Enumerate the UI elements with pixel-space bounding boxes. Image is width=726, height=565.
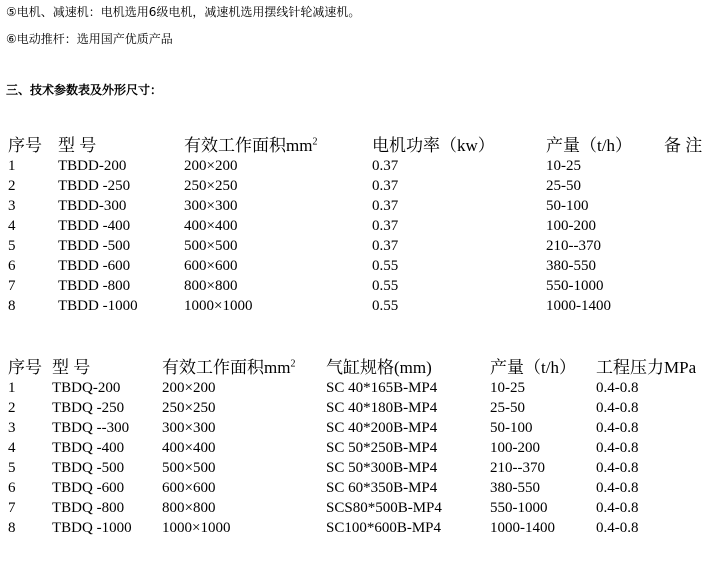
- table-header-row: [8, 352, 706, 378]
- table-row: [8, 276, 724, 296]
- header-area-exponent: 2: [290, 358, 296, 370]
- cell-motor-power: 0.55: [372, 258, 399, 274]
- cell-motor-power: 0.37: [372, 238, 399, 254]
- spec-table-cylinder: [8, 352, 706, 538]
- table-row: [8, 478, 706, 498]
- cell-pressure: 0.4-0.8: [596, 480, 639, 496]
- cell-index: 7: [8, 278, 16, 294]
- cell-area: 500×500: [162, 460, 216, 476]
- intro-line-motor: ⑤电机、减速机：电机选用6级电机，减速机选用摆线针轮减速机。: [6, 5, 361, 19]
- cell-area: 800×800: [162, 500, 216, 516]
- cell-index: 3: [8, 198, 16, 214]
- cell-pressure: 0.4-0.8: [596, 520, 639, 536]
- cell-output: 100-200: [490, 440, 540, 456]
- table-row: [8, 296, 724, 316]
- cell-pressure: 0.4-0.8: [596, 400, 639, 416]
- cell-output: 1000-1400: [490, 520, 555, 536]
- cell-output: 10-25: [490, 380, 525, 396]
- cell-model: TBDD -400: [58, 218, 131, 234]
- cell-index: 3: [8, 420, 16, 436]
- table-row: [8, 438, 706, 458]
- cell-area: 1000×1000: [162, 520, 231, 536]
- cell-area: 400×400: [162, 440, 216, 456]
- cell-remarks: [664, 256, 724, 276]
- table-header-row: [8, 130, 724, 156]
- cell-cylinder-spec: SCS80*500B-MP4: [326, 500, 442, 516]
- cell-index: 8: [8, 298, 16, 314]
- header-index: 序号: [8, 136, 42, 155]
- cell-area: 400×400: [184, 218, 238, 234]
- cell-remarks: [664, 276, 724, 296]
- cell-motor-power: 0.37: [372, 198, 399, 214]
- cell-model: TBDD -800: [58, 278, 131, 294]
- cell-model: TBDD -600: [58, 258, 131, 274]
- cell-motor-power: 0.37: [372, 158, 399, 174]
- cell-index: 2: [8, 178, 16, 194]
- cell-output: 210--370: [490, 460, 545, 476]
- cell-index: 2: [8, 400, 16, 416]
- cell-model: TBDQ -500: [52, 460, 125, 476]
- header-output: 产量（t/h）: [546, 136, 632, 155]
- cell-remarks: [664, 176, 724, 196]
- cell-index: 8: [8, 520, 16, 536]
- cell-index: 6: [8, 258, 16, 274]
- cell-pressure: 0.4-0.8: [596, 460, 639, 476]
- header-motor-power: 电机功率（kw）: [372, 136, 495, 155]
- header-output: 产量（t/h）: [490, 358, 576, 377]
- cell-index: 5: [8, 238, 16, 254]
- intro-line-actuator: ⑥电动推杆：选用国产优质产品: [6, 32, 173, 46]
- cell-output: 50-100: [546, 198, 589, 214]
- cell-model: TBDD -250: [58, 178, 131, 194]
- cell-area: 600×600: [184, 258, 238, 274]
- table-row: [8, 398, 706, 418]
- cell-pressure: 0.4-0.8: [596, 420, 639, 436]
- cell-remarks: [664, 296, 724, 316]
- cell-model: TBDD -500: [58, 238, 131, 254]
- cell-remarks: [664, 156, 724, 176]
- header-pressure: 工程压力MPa: [596, 358, 697, 377]
- cell-motor-power: 0.37: [372, 178, 399, 194]
- cell-index: 4: [8, 440, 16, 456]
- cell-output: 25-50: [546, 178, 581, 194]
- cell-index: 1: [8, 158, 16, 174]
- cell-remarks: [664, 196, 724, 216]
- cell-model: TBDQ-200: [52, 380, 121, 396]
- header-area-exponent: 2: [312, 136, 318, 148]
- cell-cylinder-spec: SC 40*165B-MP4: [326, 380, 438, 396]
- cell-cylinder-spec: SC 40*200B-MP4: [326, 420, 438, 436]
- cell-index: 1: [8, 380, 16, 396]
- table-row: [8, 196, 724, 216]
- cell-area: 800×800: [184, 278, 238, 294]
- section-heading: 三、技术参数表及外形尺寸：: [6, 83, 163, 97]
- cell-output: 550-1000: [490, 500, 548, 516]
- cell-area: 300×300: [184, 198, 238, 214]
- header-remarks: 备 注: [664, 136, 703, 155]
- header-area: [162, 352, 326, 378]
- cell-pressure: 0.4-0.8: [596, 380, 639, 396]
- table-row: [8, 156, 724, 176]
- cell-remarks: [664, 216, 724, 236]
- table-row: [8, 378, 706, 398]
- cell-model: TBDQ -250: [52, 400, 125, 416]
- cell-pressure: 0.4-0.8: [596, 440, 639, 456]
- header-area-label: 有效工作面积mm: [184, 136, 313, 155]
- cell-area: 300×300: [162, 420, 216, 436]
- cell-output: 10-25: [546, 158, 581, 174]
- spec-table-motor: [8, 130, 724, 316]
- header-model: 型 号: [58, 136, 97, 155]
- cell-index: 6: [8, 480, 16, 496]
- cell-remarks: [664, 236, 724, 256]
- cell-output: 100-200: [546, 218, 596, 234]
- cell-area: 200×200: [162, 380, 216, 396]
- cell-cylinder-spec: SC 50*250B-MP4: [326, 440, 438, 456]
- table-row: [8, 256, 724, 276]
- table-row: [8, 518, 706, 538]
- header-area-label: 有效工作面积mm: [162, 358, 291, 377]
- table-row: [8, 216, 724, 236]
- cell-model: TBDQ --300: [52, 420, 130, 436]
- cell-model: TBDQ -1000: [52, 520, 132, 536]
- cell-model: TBDQ -800: [52, 500, 125, 516]
- cell-area: 250×250: [162, 400, 216, 416]
- cell-cylinder-spec: SC 40*180B-MP4: [326, 400, 438, 416]
- cell-model: TBDD-300: [58, 198, 127, 214]
- cell-output: 210--370: [546, 238, 601, 254]
- cell-output: 25-50: [490, 400, 525, 416]
- cell-pressure: 0.4-0.8: [596, 500, 639, 516]
- cell-output: 50-100: [490, 420, 533, 436]
- cell-output: 380-550: [546, 258, 596, 274]
- cell-output: 380-550: [490, 480, 540, 496]
- table-row: [8, 458, 706, 478]
- cell-model: TBDQ -400: [52, 440, 125, 456]
- cell-cylinder-spec: SC 50*300B-MP4: [326, 460, 438, 476]
- cell-motor-power: 0.37: [372, 218, 399, 234]
- cell-model: TBDQ -600: [52, 480, 125, 496]
- cell-motor-power: 0.55: [372, 278, 399, 294]
- cell-cylinder-spec: SC100*600B-MP4: [326, 520, 442, 536]
- cell-area: 250×250: [184, 178, 238, 194]
- cell-output: 1000-1400: [546, 298, 611, 314]
- cell-cylinder-spec: SC 60*350B-MP4: [326, 480, 438, 496]
- table-row: [8, 498, 706, 518]
- cell-area: 600×600: [162, 480, 216, 496]
- cell-motor-power: 0.55: [372, 298, 399, 314]
- header-area: [184, 130, 372, 156]
- cell-output: 550-1000: [546, 278, 604, 294]
- header-cylinder-spec: 气缸规格(mm): [326, 358, 432, 377]
- cell-model: TBDD-200: [58, 158, 127, 174]
- cell-index: 5: [8, 460, 16, 476]
- cell-area: 1000×1000: [184, 298, 253, 314]
- header-model: 型 号: [52, 358, 91, 377]
- cell-index: 7: [8, 500, 16, 516]
- cell-model: TBDD -1000: [58, 298, 138, 314]
- table-row: [8, 176, 724, 196]
- cell-index: 4: [8, 218, 16, 234]
- table-row: [8, 418, 706, 438]
- table-row: [8, 236, 724, 256]
- header-index: 序号: [8, 358, 42, 377]
- cell-area: 200×200: [184, 158, 238, 174]
- cell-area: 500×500: [184, 238, 238, 254]
